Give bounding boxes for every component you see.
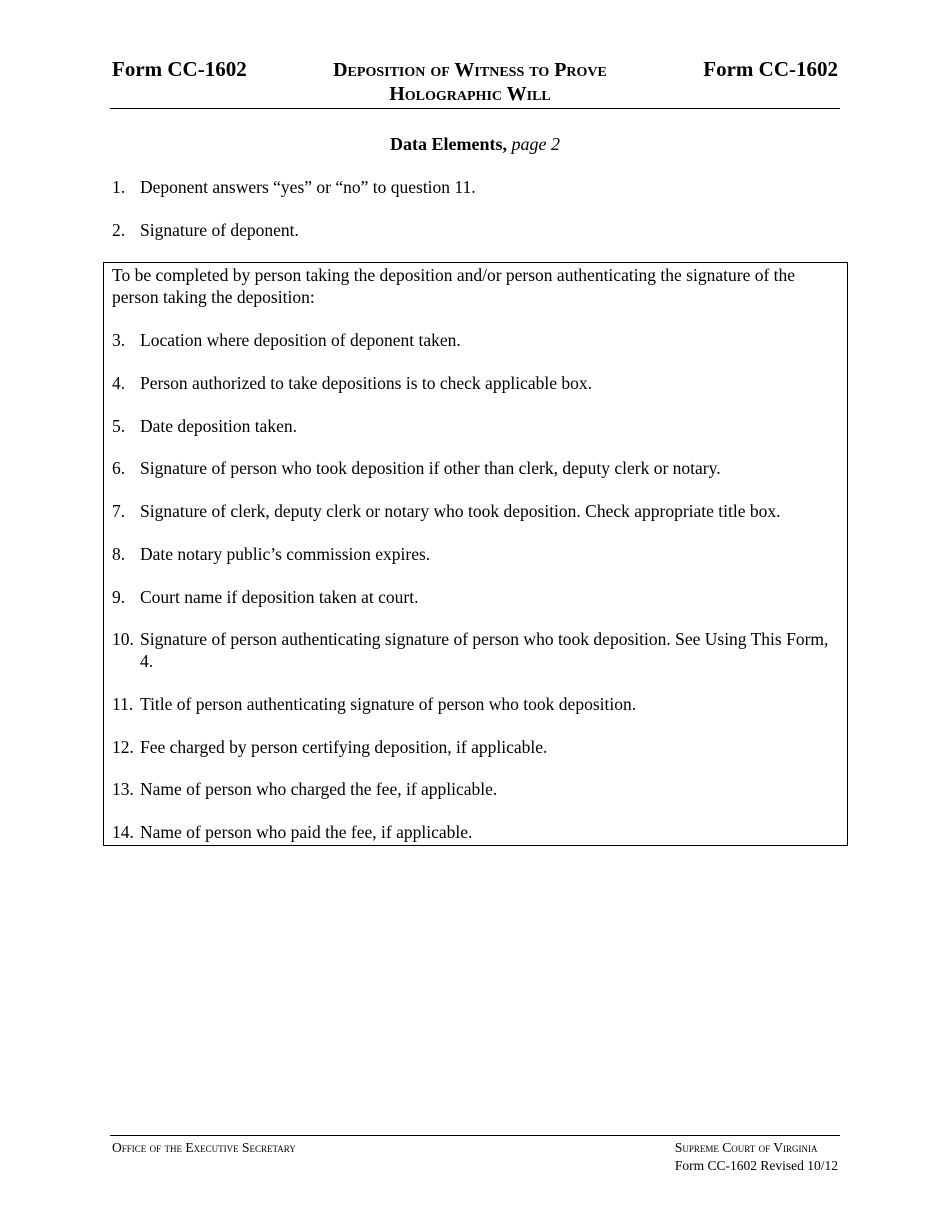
item-number: 1. — [112, 177, 126, 197]
item-text: Date deposition taken. — [140, 416, 297, 436]
item-text: Deponent answers “yes” or “no” to question 11. — [140, 177, 476, 197]
item-number: 7. — [112, 501, 126, 521]
item-text: Signature of clerk, deputy clerk or notary who took deposition. Check appropriate title box. — [140, 501, 781, 521]
item-number: 11. — [112, 694, 134, 714]
item-text: Court name if deposition taken at court. — [140, 587, 419, 607]
item-text: Date notary public’s commission expires. — [140, 544, 431, 564]
list-item — [112, 457, 837, 479]
list-item — [112, 219, 837, 241]
item-number: 3. — [112, 330, 126, 350]
footer-office: Office of the Executive Secretary — [112, 1140, 296, 1155]
list-item — [112, 329, 837, 351]
item-number: 8. — [112, 544, 126, 564]
section-subheading — [0, 132, 950, 156]
subheading-bold: Data Elements, — [390, 134, 507, 154]
list-item — [112, 415, 837, 437]
list-item — [112, 778, 837, 800]
list-item — [112, 543, 837, 565]
list-item — [112, 736, 837, 758]
item-text: Location where deposition of deponent taken. — [140, 330, 461, 350]
item-text: Fee charged by person certifying deposition, if applicable. — [140, 737, 548, 757]
form-number-right: Form CC-1602 — [703, 57, 838, 81]
item-number: 12. — [112, 737, 134, 757]
footer-revision: Form CC-1602 Revised 10/12 — [674, 1158, 838, 1173]
item-text: Person authorized to take depositions is to check applicable box. — [140, 373, 592, 393]
form-number-left: Form CC-1602 — [112, 57, 247, 81]
box-intro-text: To be completed by person taking the deposition and/or person authenticating the signature of the person taking the deposition: — [112, 265, 796, 307]
list-item — [112, 372, 837, 394]
list-item — [112, 693, 837, 715]
item-number: 2. — [112, 220, 126, 240]
form-title — [300, 58, 640, 106]
list-item — [112, 628, 837, 672]
form-title-line1: Deposition of Witness to Prove — [333, 59, 607, 81]
item-number: 5. — [112, 416, 126, 436]
page-header — [110, 56, 840, 109]
list-item — [112, 500, 837, 522]
item-number: 6. — [112, 458, 126, 478]
item-text: Name of person who paid the fee, if applicable. — [140, 822, 473, 842]
item-number: 14. — [112, 822, 134, 842]
page-footer — [110, 1135, 840, 1176]
item-text: Name of person who charged the fee, if applicable. — [140, 779, 498, 799]
item-text: Signature of deponent. — [140, 220, 299, 240]
form-title-line2: Holographic Will — [389, 83, 551, 105]
item-text: Title of person authenticating signature of person who took deposition. — [140, 694, 637, 714]
subheading-page: page 2 — [511, 134, 560, 154]
item-number: 13. — [112, 779, 134, 799]
list-item — [112, 821, 837, 843]
item-text: Signature of person who took deposition if other than clerk, deputy clerk or notary. — [140, 458, 721, 478]
list-item — [112, 176, 837, 198]
item-number: 10. — [112, 629, 134, 649]
item-text: Signature of person authenticating signature of person who took deposition. See Using This Form, 4. — [140, 629, 829, 671]
footer-court: Supreme Court of Virginia — [674, 1140, 818, 1155]
item-number: 9. — [112, 587, 126, 607]
list-item — [112, 586, 837, 608]
footer-right-block — [675, 1139, 838, 1175]
item-number: 4. — [112, 373, 126, 393]
